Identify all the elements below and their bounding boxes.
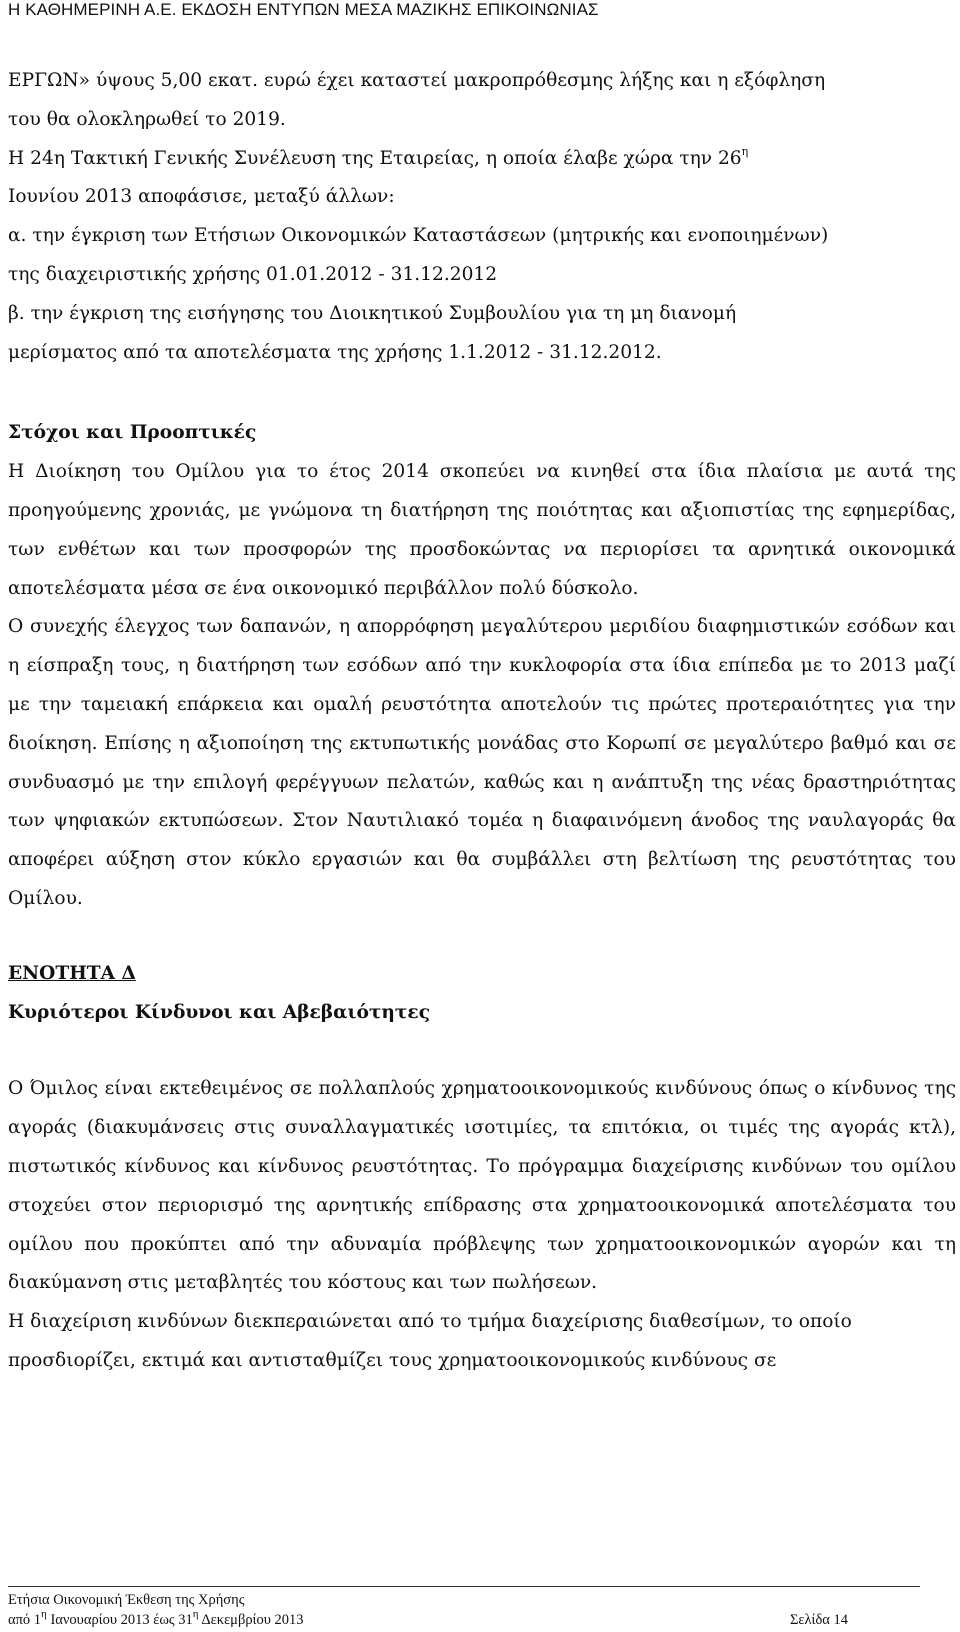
footer-period-row (8, 1608, 848, 1629)
intro-line: του θα ολοκληρωθεί το 2019. (8, 108, 286, 130)
footer-text: Δεκεμβρίου 2013 (198, 1612, 304, 1628)
risks-line: προσδιορίζει, εκτιμά και αντισταθμίζει τους χρηματοοικονομικούς κινδύνους σε (8, 1349, 777, 1371)
page-number: Σελίδα 14 (789, 1612, 848, 1628)
ordinal-suffix: η (41, 1608, 47, 1621)
section-label: ΕΝΟΤΗΤΑ Δ (8, 962, 136, 984)
footer-text: Ιανουαρίου 2013 έως 31 (46, 1612, 193, 1628)
footer-period (8, 1608, 304, 1629)
goals-paragraph: Η Διοίκηση του Ομίλου για το έτος 2014 σκοπεύει να κινηθεί στα ίδια πλαίσια με αυτά της προηγούμενης χρονιάς, με γνώμονα τη διατήρηση της ποιότητας και αξιοπιστίας της εφημερίδας, των ενθέτων και των προσφορών της προσδοκώντας να περιορίσει τα αρνητικά οικονομικά αποτελέσματα μέσα σε ένα οικονομικό περιβάλλον πολύ δύσκολο. (8, 461, 956, 599)
intro-line (8, 140, 956, 179)
decision-a: α. την έγκριση των Ετήσιων Οικονομικών Καταστάσεων (μητρικής και ενοποιημένων) (8, 225, 829, 247)
footer-text: από 1 (8, 1612, 42, 1628)
intro-text: Η 24η Τακτική Γενικής Συνέλευση της Εταιρείας, η οποία έλαβε χώρα την 26 (8, 147, 742, 169)
document-header: Η ΚΑΘΗΜΕΡΙΝΗ Α.Ε. ΕΚΔΟΣΗ ΕΝΤΥΠΩΝ ΜΕΣΑ ΜΑΖΙΚΗΣ ΕΠΙΚΟΙΝΩΝΙΑΣ (8, 0, 599, 19)
risks-line: Η διαχείριση κινδύνων διεκπεραιώνεται από το τμήμα διαχείρισης διαθεσίμων, το οποίο (8, 1311, 852, 1333)
goals-paragraph: Ο συνεχής έλεγχος των δαπανών, η απορρόφηση μεγαλύτερου μεριδίου διαφημιστικών εσόδων και η είσπραξη τους, η διατήρηση των εσόδων από την κυκλοφορία στα ίδια επίπεδα με το 2013 μαζί με την ταμειακή επάρκεια και ομαλή ρευστότητα αποτελούν τις πρώτες προτεραιότητες για την διοίκηση. Επίσης η αξιοποίηση της εκτυπωτικής μονάδας στο Κορωπί σε μεγαλύτερο βαθμό και σε συνδυασμό με την επιλογή φερέγγυων πελατών, καθώς και η ανάπτυξη της νέας δραστηριότητας των ψηφιακών εκτυπώσεων. Στον Ναυτιλιακό τομέα η διαφαινόμενη άνοδος της ναυλαγοράς θα αποφέρει αύξηση στον κύκλο εργασιών και θα συμβάλλει στη βελτίωση της ρευστότητας του Ομίλου. (8, 616, 956, 909)
footer-title: Ετήσια Οικονομική Έκθεση της Χρήσης (8, 1592, 245, 1608)
risks-paragraph: Ο Όμιλος είναι εκτεθειμένος σε πολλαπλούς χρηματοοικονομικούς κινδύνους όπως ο κίνδυνος της αγοράς (διακυμάνσεις στις συναλλαγματικές ισοτιμίες, τα επιτόκια, οι τιμές της αγοράς κτλ), πιστωτικός κίνδυνος και κίνδυνος ρευστότητας. Το πρόγραμμα διαχείρισης κινδύνων του ομίλου στοχεύει στον περιορισμό της αρνητικής επίδρασης στα χρηματοοικονομικά αποτελέσματα του ομίλου που προκύπτει από την αδυναμία πρόβλεψης των χρηματοοικονομικών αγορών και τη διακύμανση στις μεταβλητές του κόστους και των πωλήσεων. (8, 1078, 956, 1294)
intro-line: ΕΡΓΩΝ» ύψους 5,00 εκατ. ευρώ έχει καταστεί μακροπρόθεσμης λήξης και η εξόφληση (8, 70, 826, 91)
ordinal-suffix: η (741, 145, 749, 159)
footer-divider (8, 1586, 920, 1587)
decision-a-cont: της διαχειριστικής χρήσης 01.01.2012 - 31.12.2012 (8, 263, 498, 285)
ordinal-suffix: η (192, 1608, 199, 1621)
page-body (8, 62, 956, 1381)
intro-line: Ιουνίου 2013 αποφάσισε, μεταξύ άλλων: (8, 186, 395, 208)
goals-heading: Στόχοι και Προοπτικές (8, 422, 257, 444)
section-title: Κυριότεροι Κίνδυνοι και Αβεβαιότητες (8, 1001, 431, 1023)
decision-b-cont: μερίσματος από τα αποτελέσματα της χρήσης 1.1.2012 - 31.12.2012. (8, 341, 662, 363)
decision-b: β. την έγκριση της εισήγησης του Διοικητικού Συμβουλίου για τη μη διανομή (8, 302, 737, 324)
